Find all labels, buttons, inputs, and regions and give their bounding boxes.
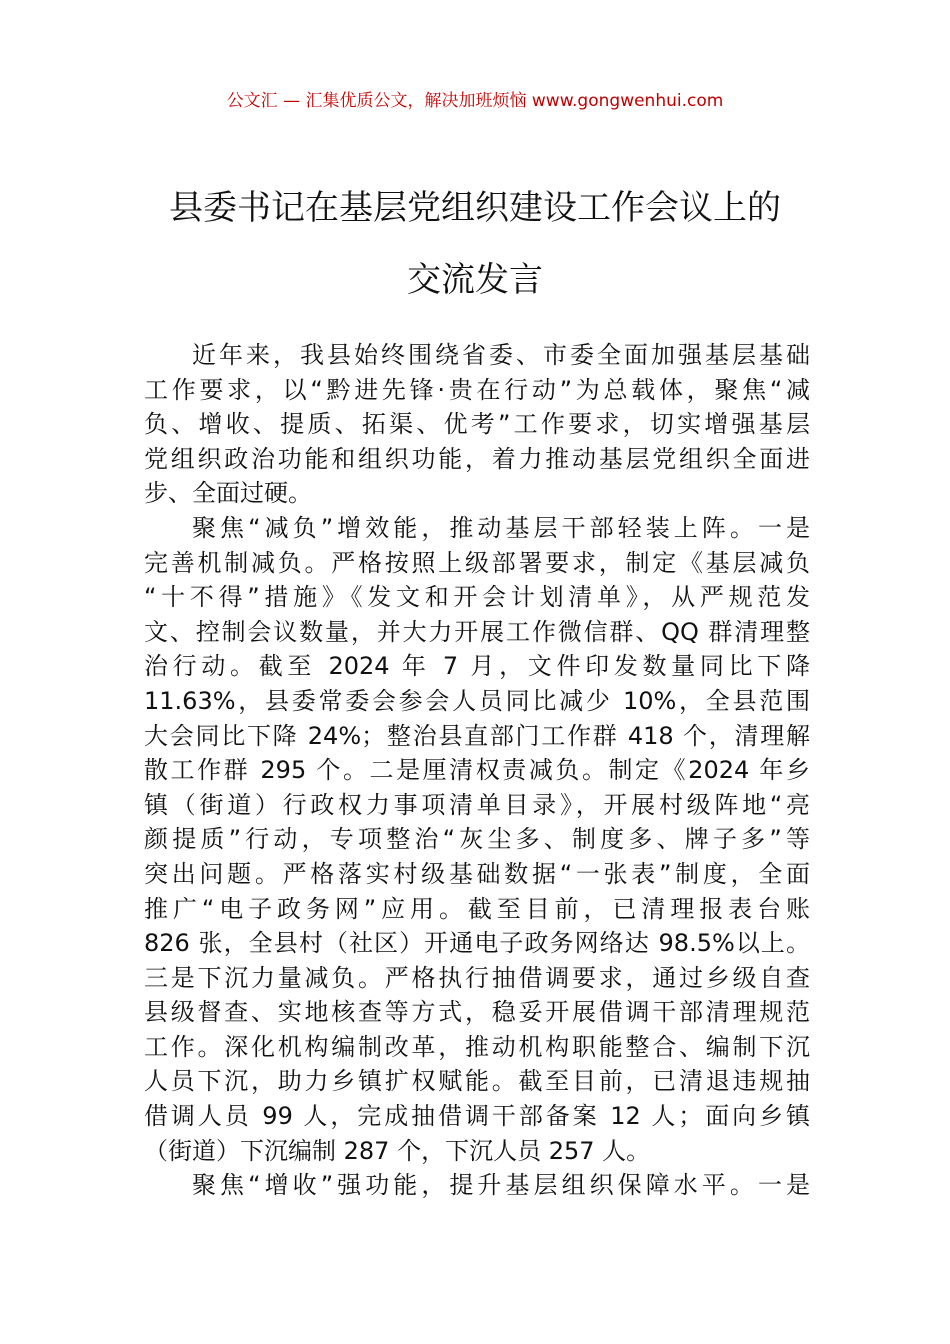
- body-line: 镇（街道）行政权力事项清单目录》，开展村级阵地“亮: [144, 790, 810, 819]
- header-banner: 公文汇 — 汇集优质公文，解决加班烦恼 www.gongwenhui.com: [226, 91, 724, 111]
- body-line: 借调人员 99 人，完成抽借调干部备案 12 人；面向乡镇: [144, 1102, 810, 1131]
- document-title-line-1: 县委书记在基层党组织建设工作会议上的: [169, 188, 781, 228]
- body-line: 近年来，我县始终围绕省委、市委全面加强基层基础: [192, 341, 810, 369]
- body-line: 颜提质”行动，专项整治“灰尘多、制度多、牌子多”等: [144, 825, 810, 854]
- body-line: 826 张，全县村（社区）开通电子政务网络达 98.5%以上。: [144, 929, 810, 958]
- document-body: [144, 338, 810, 1203]
- body-line: 三是下沉力量减负。严格执行抽借调要求，通过乡级自查: [144, 963, 810, 992]
- body-line: 党组织政治功能和组织功能，着力推动基层党组织全面进: [144, 444, 810, 473]
- body-line: 聚焦“增收”强功能，提升基层组织保障水平。一是: [192, 1171, 810, 1200]
- body-line: 人员下沉，助力乡镇扩权赋能。截至目前，已清退违规抽: [144, 1067, 810, 1096]
- body-line: 负、增收、提质、拓渠、优考”工作要求，切实增强基层: [144, 410, 810, 439]
- body-line: 突出问题。严格落实村级基础数据“一张表”制度，全面: [144, 859, 810, 888]
- body-line: 大会同比下降 24%；整治县直部门工作群 418 个，清理解: [144, 721, 810, 750]
- body-line: 完善机制减负。严格按照上级部署要求，制定《基层减负: [144, 548, 810, 577]
- body-line: 文、控制会议数量，并大力开展工作微信群、QQ 群清理整: [144, 617, 810, 646]
- body-line: （街道）下沉编制 287 个，下沉人员 257 人。: [144, 1136, 651, 1165]
- body-line: 县级督查、实地核查等方式，稳妥开展借调干部清理规范: [144, 998, 810, 1027]
- body-line: 工作要求，以“黔进先锋·贵在行动”为总载体，聚焦“减: [144, 375, 810, 404]
- body-line: “十不得”措施》《发文和开会计划清单》，从严规范发: [144, 583, 810, 612]
- body-line: 推广“电子政务网”应用。截至目前，已清理报表台账: [144, 894, 810, 923]
- body-line: 治行动。截至 2024 年 7 月，文件印发数量同比下降: [144, 652, 810, 681]
- document-title-line-2: 交流发言: [407, 260, 543, 300]
- body-line: 步、全面过硬。: [144, 479, 312, 508]
- body-line: 11.63%，县委常委会参会人员同比减少 10%，全县范围: [144, 686, 810, 715]
- body-line: 聚焦“减负”增效能，推动基层干部轻装上阵。一是: [192, 513, 810, 542]
- body-line: 散工作群 295 个。二是厘清权责减负。制定《2024 年乡: [144, 756, 810, 785]
- body-line: 工作。深化机构编制改革，推动机构职能整合、编制下沉: [144, 1032, 810, 1061]
